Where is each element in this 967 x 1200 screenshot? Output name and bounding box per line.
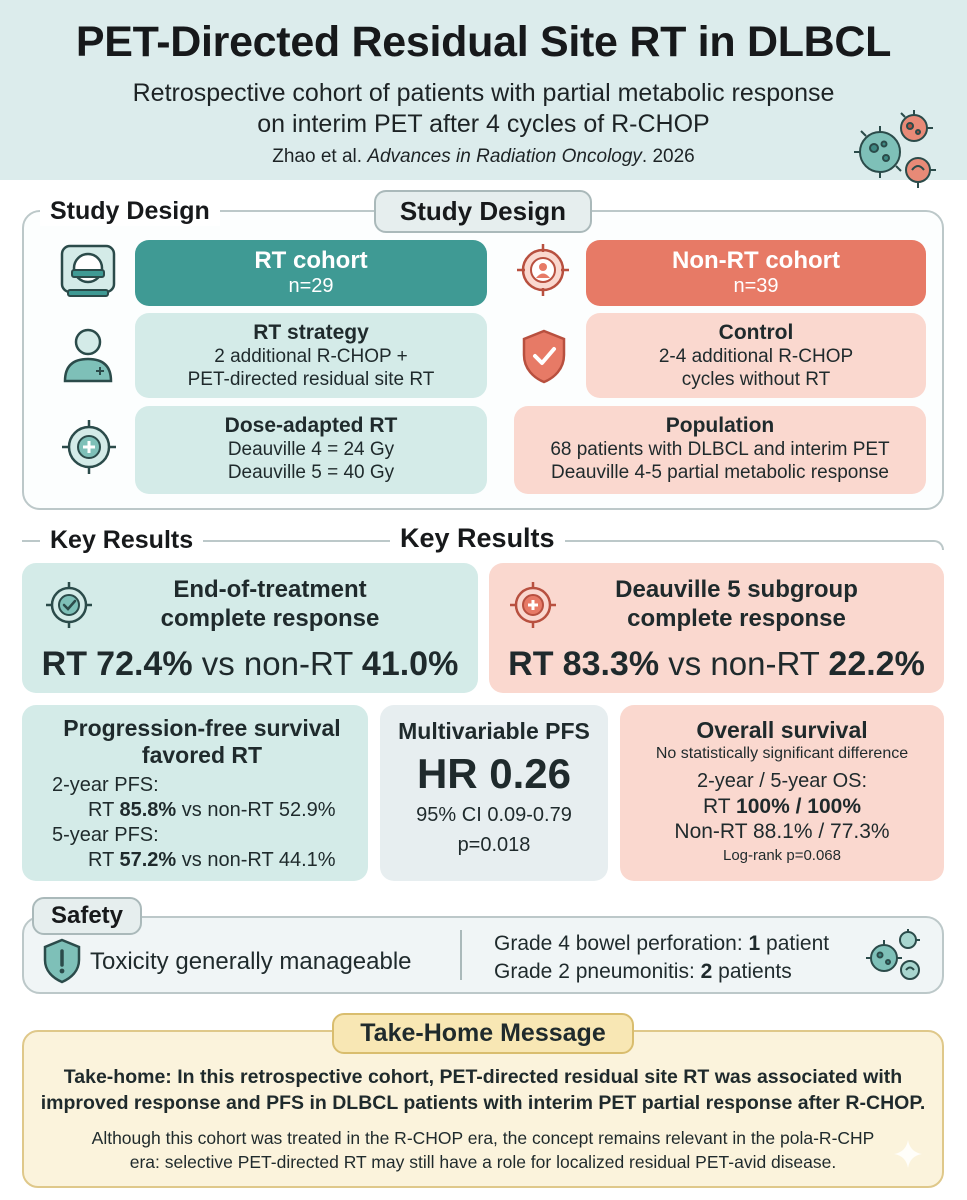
safety-g4-row [494,930,829,958]
subtitle-line-1: Retrospective cohort of patients with partial metabolic response [132,79,835,107]
take-home-pill: Take-Home Message [332,1013,634,1054]
os-rt-row [620,794,944,819]
d5-cr-rt-value: 83.3% [562,645,660,683]
d5-cr-values [489,645,944,683]
mv-pfs-hr: HR 0.26 [416,750,572,797]
d5-cr-title-1: Deauville 5 subgroup [615,576,858,603]
dose-adapted-box [135,406,487,494]
safety-summary: Toxicity generally manageable [90,948,412,975]
os-rt-label: RT [702,795,731,818]
eot-cr-vs-label: vs non-RT [201,645,353,682]
os-title: Overall survival [696,717,868,743]
eot-cr-rt-label: RT [41,645,87,683]
mv-pfs-box [380,705,608,881]
population-title: Population [665,414,775,437]
take-home-main-line-1 [22,1064,944,1090]
eot-cr-title-2: complete response [160,605,380,632]
population-line-1: 68 patients with DLBCL and interim PET [550,439,890,460]
os-rt-2y: 100% [736,795,790,818]
d5-cr-title-2: complete response [627,605,846,632]
shield-check-icon [520,328,568,384]
rt-strategy-title: RT strategy [253,321,369,344]
take-home-main [22,1064,944,1116]
dose-adapted-line-1: Deauville 4 = 24 Gy [227,439,395,460]
pfs-2y-rt-label: RT [88,799,114,821]
eot-cr-rt-value: 72.4% [96,645,193,683]
pfs-2y-rt-value: 85.8% [119,799,177,821]
citation-year: . 2026 [641,146,695,167]
d5-cr-non-rt-value: 22.2% [828,645,925,683]
safety-g2-text: Grade 2 pneumonitis: [494,960,695,983]
mv-pfs-ci: 95% CI 0.09-0.79 [416,804,572,826]
safety-details [494,930,829,986]
safety-g4-text: Grade 4 bowel perforation: [494,932,743,955]
eot-cr-title-1: End-of-treatment [173,576,367,603]
take-home-note-line-1: Although this cohort was treated in the R-CHOP era, the concept remains relevant in the pola-R-CHP [91,1128,875,1148]
study-design-section-label: Study Design [40,197,220,226]
pfs-2y-row [52,798,352,823]
pfs-5y-row [52,848,352,873]
crosshair-plus-icon [60,418,118,476]
control-box [586,313,926,398]
take-home-main-line-1-text: In this retrospective cohort, PET-directed residual site RT was associated with [177,1066,903,1088]
os-box [620,705,944,881]
pet-scanner-icon [58,240,118,300]
safety-g2-unit: patients [718,960,792,983]
rt-cohort-n: n=29 [288,275,334,297]
pfs-box [22,705,368,881]
citation-authors: Zhao et al. [272,146,363,167]
d5-cr-rt-label: RT [508,645,554,683]
control-title: Control [718,321,794,344]
pfs-title-2: favored RT [141,742,263,768]
population-line-2: Deauville 4-5 partial metabolic response [551,462,889,483]
pfs-2y-rest: vs non-RT 52.9% [181,799,336,821]
safety-g4-unit: patient [766,932,830,955]
os-logrank: Log-rank p=0.068 [722,847,841,864]
rt-strategy-line-1: 2 additional R-CHOP + [214,346,408,367]
pfs-title-1: Progression-free survival [63,715,341,741]
os-slash: / [795,795,802,818]
eot-cr-values [22,645,478,683]
page-subtitle [0,78,967,140]
pfs-5y-rt-label: RT [88,849,114,871]
non-rt-cohort-title: Non-RT cohort [672,247,840,274]
page-title: PET-Directed Residual Site RT in DLBCL [75,18,892,66]
population-box [514,406,926,494]
take-home-lead: Take-home: [63,1066,172,1088]
safety-g2-row [494,958,829,986]
mv-pfs-title: Multivariable PFS [398,718,590,744]
safety-g4-count: 1 [748,932,761,955]
key-results-section-label: Key Results [40,526,203,555]
dose-adapted-line-2: Deauville 5 = 40 Gy [227,462,395,483]
citation-journal: Advances in Radiation Oncology [367,146,642,167]
rt-cohort-box [135,240,487,306]
target-plus-icon [508,580,558,630]
study-design-pill: Study Design [374,190,592,233]
pfs-5y-label: 5-year PFS: [52,824,159,846]
subtitle-line-2: on interim PET after 4 cycles of R-CHOP [257,110,710,138]
lymphoma-cells-icon [848,108,940,190]
patient-icon [60,325,116,385]
safety-g2-count: 2 [700,960,713,983]
target-person-icon [515,242,571,298]
pfs-5y-rest: vs non-RT 44.1% [181,849,336,871]
d5-cr-vs-label: vs non-RT [668,645,820,682]
take-home-main-line-2: improved response and PFS in DLBCL patients with interim PET partial response after R-CHOP. [40,1092,926,1114]
control-line-2: cycles without RT [681,369,831,390]
mv-pfs-p: p=0.018 [457,834,531,856]
shield-alert-icon [42,938,82,984]
rt-cohort-title: RT cohort [254,247,368,274]
rt-strategy-line-2: PET-directed residual site RT [187,369,435,390]
eot-cr-non-rt-value: 41.0% [361,645,459,683]
non-rt-cohort-n: n=39 [733,275,779,297]
dose-adapted-title: Dose-adapted RT [224,414,398,437]
os-note: No statistically significant difference [655,745,909,762]
citation [0,146,967,168]
pfs-2y-label: 2-year PFS: [52,774,159,796]
control-line-1: 2-4 additional R-CHOP [658,346,854,367]
os-rt-5y: 100% [807,795,862,818]
target-check-icon [44,580,94,630]
safety-pill: Safety [32,897,142,935]
sparkle-icon [892,1138,924,1170]
rt-strategy-box [135,313,487,398]
take-home-note [22,1126,944,1174]
safety-divider [460,930,462,980]
take-home-note-line-2: era: selective PET-directed RT may still have a role for localized residual PET-avid disease. [129,1152,837,1172]
non-rt-cohort-box [586,240,926,306]
pfs-5y-rt-value: 57.2% [119,849,177,871]
safety-cells-icon [862,928,926,984]
os-non-rt: Non-RT 88.1% / 77.3% [674,820,890,843]
os-label: 2-year / 5-year OS: [696,770,868,792]
key-results-pill: Key Results [390,523,565,554]
